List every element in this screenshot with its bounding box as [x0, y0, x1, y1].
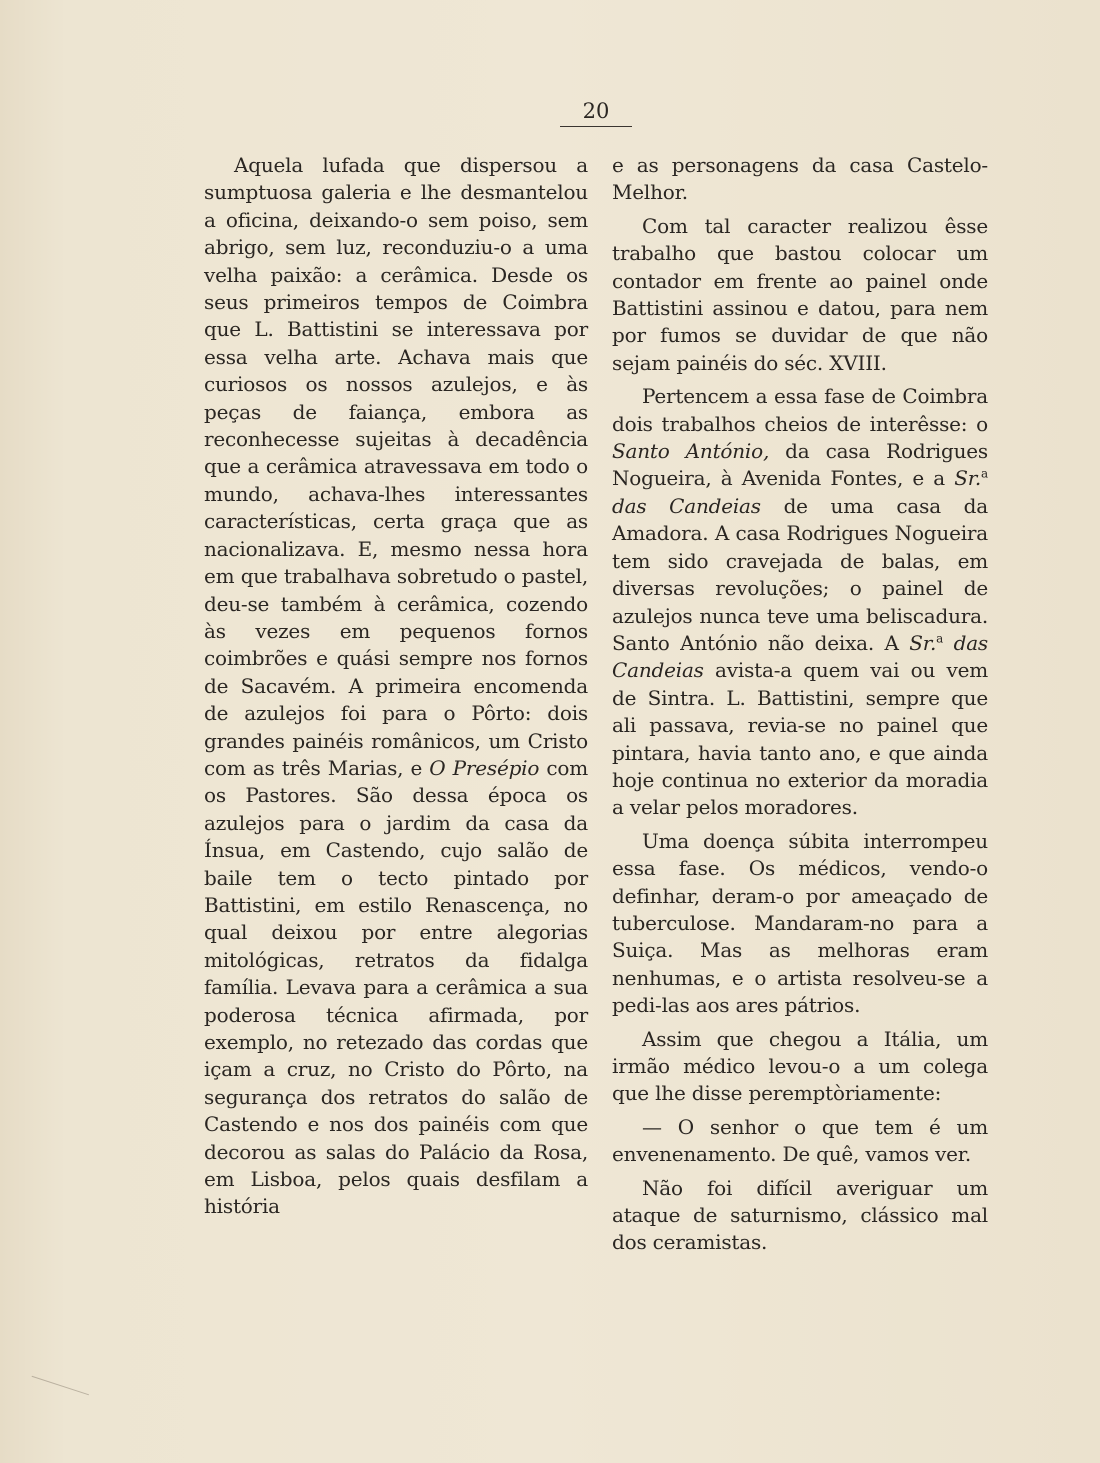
italic-text: Sr.	[954, 466, 982, 491]
left-column	[204, 152, 588, 1221]
text-run: Pertencem a essa fase de Coimbra dois trabalhos cheios de interêsse: o	[612, 384, 988, 436]
text-run: Assim que chegou a Itália, um irmão médico levou-o a um colega que lhe disse peremptòriamente:	[612, 1026, 988, 1106]
superscript: a	[981, 466, 988, 481]
paragraph	[204, 152, 588, 1221]
text-run: Com tal caracter realizou êsse trabalho que bastou colocar um contador em frente ao painel onde Battistini assinou e datou, para nem por fumos se duvidar de que não sejam painéis do séc. XVIII.	[612, 213, 988, 375]
paragraph	[612, 213, 988, 377]
italic-text: das Candeias	[612, 493, 761, 518]
text-run: Não foi difícil averiguar um ataque de saturnismo, clássico mal dos ceramistas.	[612, 1175, 988, 1255]
text-run: de uma casa da Amadora. A casa Rodrigues Nogueira tem sido cravejada de balas, em diversas revoluções; o painel de azulejos nunca teve uma beliscadura. Santo António não deixa. A	[612, 493, 988, 655]
text-run: avista-a quem vai ou vem de Sintra. L. Battistini, sempre que ali passava, revia-se no painel que pintara, havia tanto ano, e que ainda hoje continua no exterior da moradia a velar pelos moradores.	[612, 658, 988, 820]
paragraph	[612, 383, 988, 822]
text-run: Uma doença súbita interrompeu essa fase. Os médicos, vendo-o definhar, deram-o por ameaçado de tuberculose. Mandaram-no para a Suiça. Mas as melhoras eram nenhumas, e o artista resolveu-se a pedi-las aos ares pátrios.	[612, 828, 988, 1018]
paragraph	[612, 1175, 988, 1257]
italic-text: das Candeias	[612, 630, 988, 683]
paragraph	[612, 1114, 988, 1169]
scan-edge-mark	[31, 1376, 89, 1397]
superscript: a	[936, 631, 944, 646]
italic-text: O Presépio	[429, 755, 540, 780]
paragraph	[612, 828, 988, 1020]
italic-text: Santo António,	[612, 439, 770, 464]
paragraph	[612, 1026, 988, 1108]
text-run: Aquela lufada que dispersou a sumptuosa galeria e lhe desmantelou a oficina, deixando-o sem poiso, sem abrigo, sem luz, reconduziu-o a uma velha paixão: a cerâmica. Desde os seus primeiros tempos de Coimbra que L. Battistini se interessava por essa velha arte. Achava mais que curiosos os nossos azulejos, e às peças de faiança, embora as reconhecesse sujeitas à decadência que a cerâmica atravessava em todo o mundo, achava-lhes interessantes características, certa graça que as nacionalizava. E, mesmo nessa hora em que trabalhava sobretudo o pastel, deu-se também à cerâmica, cozendo às vezes em pequenos fornos coimbrões e quási sempre nos fornos de Sacavém. A primeira encomenda de azulejos foi para o Pôrto: dois grandes painéis românicos, um Cristo com as três Marias, e	[204, 153, 588, 780]
page-number: 20	[560, 98, 632, 127]
italic-text: Sr.	[909, 630, 937, 655]
text-run: com os Pastores. São dessa época os azulejos para o jardim da casa da Ínsua, em Castendo, cujo salão de baile tem o tecto pintado por Battistini, em estilo Renascença, no qual deixou por entre alegorias mitológicas, retratos da fidalga família. Levava para a cerâmica a sua poderosa técnica afirmada, por exemplo, no retezado das cordas que içam a cruz, no Cristo do Pôrto, na segurança dos retratos do salão de Castendo e nos dos painéis com que decorou as salas do Palácio da Rosa, em Lisboa, pelos quais desfilam a história	[204, 755, 589, 1219]
text-run: e as personagens da casa Castelo-Melhor.	[612, 153, 988, 205]
right-column	[612, 152, 988, 1257]
text-run: da casa Rodrigues Nogueira, à Avenida Fontes, e a	[612, 439, 988, 491]
paragraph	[612, 152, 988, 207]
text-run: — O senhor o que tem é um envenenamento. De quê, vamos ver.	[612, 1114, 988, 1167]
